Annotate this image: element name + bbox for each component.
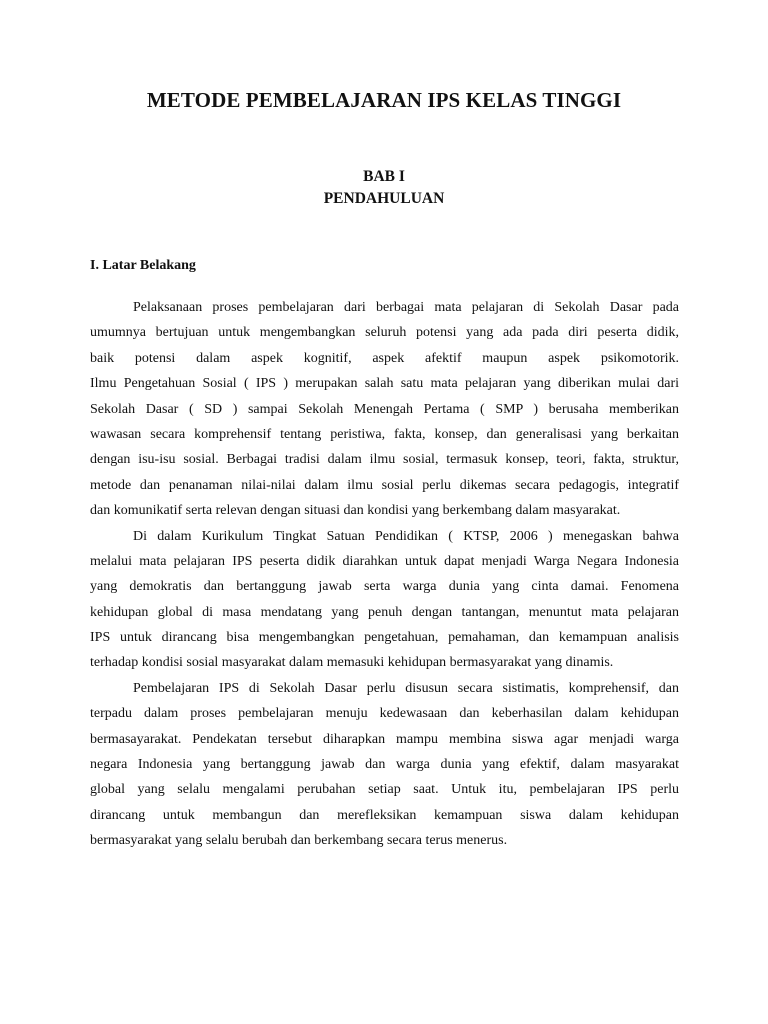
text-line: yang demokratis dan bertanggung jawab serta warga dunia yang cinta damai. Fenomena bbox=[90, 579, 679, 595]
text-line: global yang selalu mengalami perubahan setiap saat. Untuk itu, pembelajaran IPS perlu bbox=[90, 782, 679, 798]
text-line: dengan isu-isu sosial. Berbagai tradisi dalam ilmu sosial, termasuk konsep, teori, fakta, struktur, bbox=[90, 452, 679, 468]
text-line: Sekolah Dasar ( SD ) sampai Sekolah Menengah Pertama ( SMP ) berusaha memberikan bbox=[90, 401, 679, 417]
text-line: dan komunikatif serta relevan dengan situasi dan kondisi yang berkembang dalam masyarakat. bbox=[90, 503, 621, 519]
text-line: umumnya bertujuan untuk mengembangkan seluruh potensi yang ada pada diri peserta didik, bbox=[90, 325, 679, 341]
text-line: melalui mata pelajaran IPS peserta didik diarahkan untuk dapat menjadi Warga Negara Indonesia bbox=[90, 553, 679, 569]
text-line: Di dalam Kurikulum Tingkat Satuan Pendidikan ( KTSP, 2006 ) menegaskan bahwa bbox=[133, 528, 679, 544]
text-line: Ilmu Pengetahuan Sosial ( IPS ) merupakan salah satu mata pelajaran yang diberikan mulai dari bbox=[90, 376, 679, 392]
text-line: IPS untuk dirancang bisa mengembangkan pengetahuan, pemahaman, dan kemampuan analisis bbox=[90, 630, 679, 646]
chapter-number: BAB I bbox=[363, 168, 405, 185]
body-text bbox=[90, 295, 679, 854]
text-line: bermasyarakat yang selalu berubah dan berkembang secara terus menerus. bbox=[90, 833, 508, 849]
text-line: terhadap kondisi sosial masyarakat dalam memasuki kehidupan bermasyarakat yang dinamis. bbox=[90, 655, 614, 671]
text-line: baik potensi dalam aspek kognitif, aspek afektif maupun aspek psikomotorik. bbox=[90, 350, 679, 366]
text-line: kehidupan global di masa mendatang yang penuh dengan tantangan, menuntut mata pelajaran bbox=[90, 604, 679, 620]
text-line: Pelaksanaan proses pembelajaran dari berbagai mata pelajaran di Sekolah Dasar pada bbox=[133, 300, 679, 315]
paragraph-1 bbox=[90, 295, 679, 524]
text-line: dirancang untuk membangun dan merefleksikan kemampuan siswa dalam kehidupan bbox=[90, 807, 679, 823]
document-title: METODE PEMBELAJARAN IPS KELAS TINGGI bbox=[146, 88, 622, 112]
paragraph-2 bbox=[90, 524, 679, 676]
chapter-heading bbox=[0, 166, 768, 210]
text-line: metode dan penanaman nilai-nilai dalam ilmu sosial perlu dikemas secara pedagogis, integratif bbox=[90, 477, 679, 493]
section-heading: I. Latar Belakang bbox=[90, 258, 196, 273]
paragraph-3 bbox=[90, 676, 679, 854]
chapter-title: PENDAHULUAN bbox=[323, 190, 445, 207]
text-line: negara Indonesia yang bertanggung jawab dan warga dunia yang efektif, dalam masyarakat bbox=[90, 757, 679, 773]
text-line: terpadu dalam proses pembelajaran menuju kedewasaan dan keberhasilan dalam kehidupan bbox=[90, 706, 679, 722]
text-line: bermasayarakat. Pendekatan tersebut diharapkan mampu membina siswa agar menjadi warga bbox=[90, 731, 679, 747]
text-line: wawasan secara komprehensif tentang peristiwa, fakta, konsep, dan generalisasi yang berkaitan bbox=[90, 426, 679, 442]
text-line: Pembelajaran IPS di Sekolah Dasar perlu disusun secara sistimatis, komprehensif, dan bbox=[133, 680, 679, 696]
